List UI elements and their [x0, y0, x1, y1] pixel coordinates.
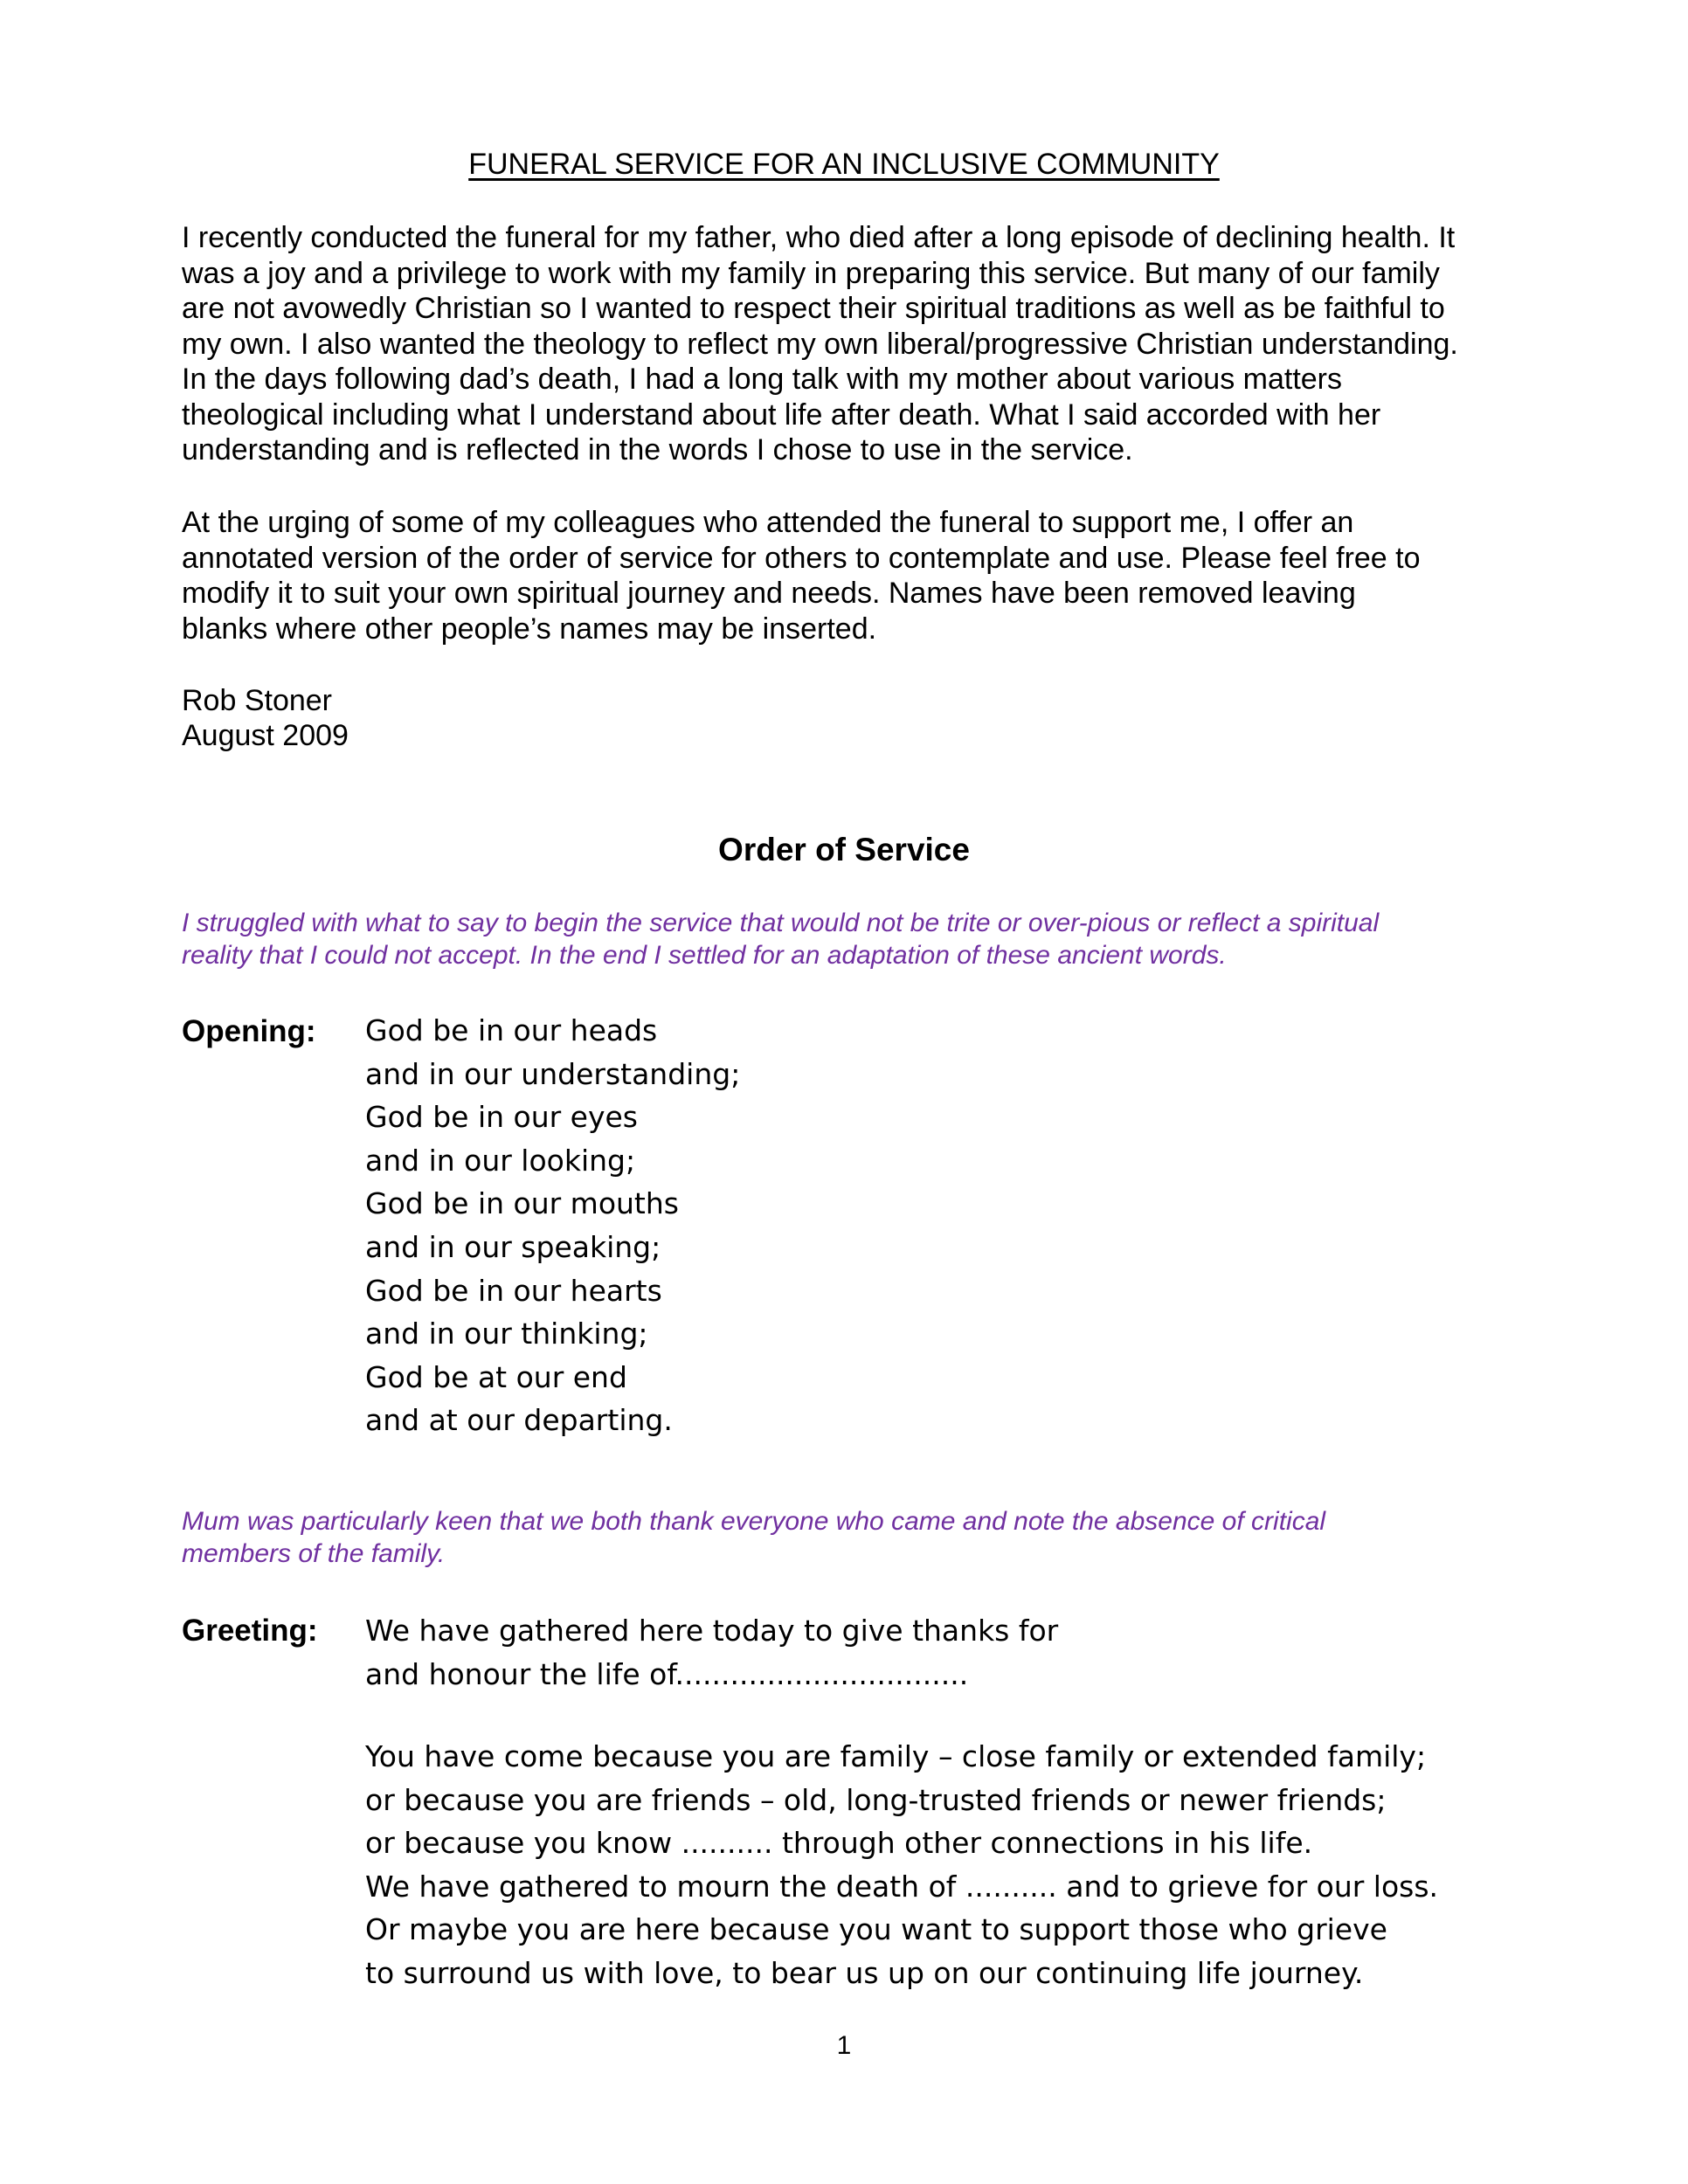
order-of-service-heading: Order of Service: [718, 832, 970, 867]
verse-line: Or maybe you are here because you want to support those who grieve: [365, 1912, 1387, 1947]
greeting-verse-part-1: [365, 1609, 1058, 1696]
verse-line: We have gathered to mourn the death of .......... and to grieve for our loss.: [365, 1869, 1439, 1904]
intro-paragraph-1: I recently conducted the funeral for my father, who died after a long episode of declining health. It was a joy and a privilege to work with my family in preparing this service. But many of our family are not avowedly Christian so I wanted to respect their spiritual traditions as well as be faithful to my own. I also wanted the theology to reflect my own liberal/progressive Christian understanding. In the days following dad’s death, I had a long talk with my mother about various matters theological including what I understand about life after death. What I said accorded with her understanding and is reflected in the words I chose to use in the service.: [182, 221, 1458, 467]
verse-line: and honour the life of................................: [365, 1656, 969, 1691]
verse-line: to surround us with love, to bear us up on our continuing life journey.: [365, 1955, 1364, 1990]
page-number: 1: [836, 2031, 852, 2060]
greeting-verse-part-2: [365, 1735, 1438, 1995]
verse-line: God be in our mouths: [365, 1186, 679, 1221]
verse-line: We have gathered here today to give thanks for: [365, 1614, 1059, 1648]
verse-line: and in our thinking;: [365, 1317, 648, 1351]
opening-verse: [365, 1009, 740, 1442]
verse-line: and at our departing.: [365, 1403, 673, 1438]
verse-line: God be in our hearts: [365, 1273, 662, 1308]
verse-line: and in our speaking;: [365, 1229, 661, 1264]
opening-note: I struggled with what to say to begin the service that would not be trite or over-pious or reflect a spiritual reality that I could not accept. In the end I settled for an adaptation of these ancient words.: [182, 909, 1380, 970]
verse-line: and in our understanding;: [365, 1056, 741, 1091]
verse-line: God be in our heads: [365, 1013, 658, 1047]
verse-line: God be at our end: [365, 1359, 627, 1394]
verse-line: or because you know .......... through other connections in his life.: [365, 1826, 1313, 1861]
author-date: August 2009: [182, 719, 349, 752]
verse-line: God be in our eyes: [365, 1100, 639, 1135]
greeting-note: Mum was particularly keen that we both thank everyone who came and note the absence of critical members of the family.: [182, 1507, 1326, 1568]
verse-line: or because you are friends – old, long-trusted friends or newer friends;: [365, 1782, 1387, 1817]
verse-line: and in our looking;: [365, 1143, 636, 1178]
greeting-label: Greeting:: [182, 1614, 318, 1648]
intro-paragraph-2: At the urging of some of my colleagues who attended the funeral to support me, I offer an annotated version of the order of service for others to contemplate and use. Please feel free to modify it to suit your own spiritual journey and needs. Names have been removed leaving blanks where other people’s names may be inserted.: [182, 506, 1421, 646]
document-title: FUNERAL SERVICE FOR AN INCLUSIVE COMMUNITY: [468, 148, 1220, 181]
opening-label: Opening:: [182, 1014, 316, 1048]
author-name: Rob Stoner: [182, 684, 332, 717]
verse-line: You have come because you are family – close family or extended family;: [365, 1739, 1427, 1773]
